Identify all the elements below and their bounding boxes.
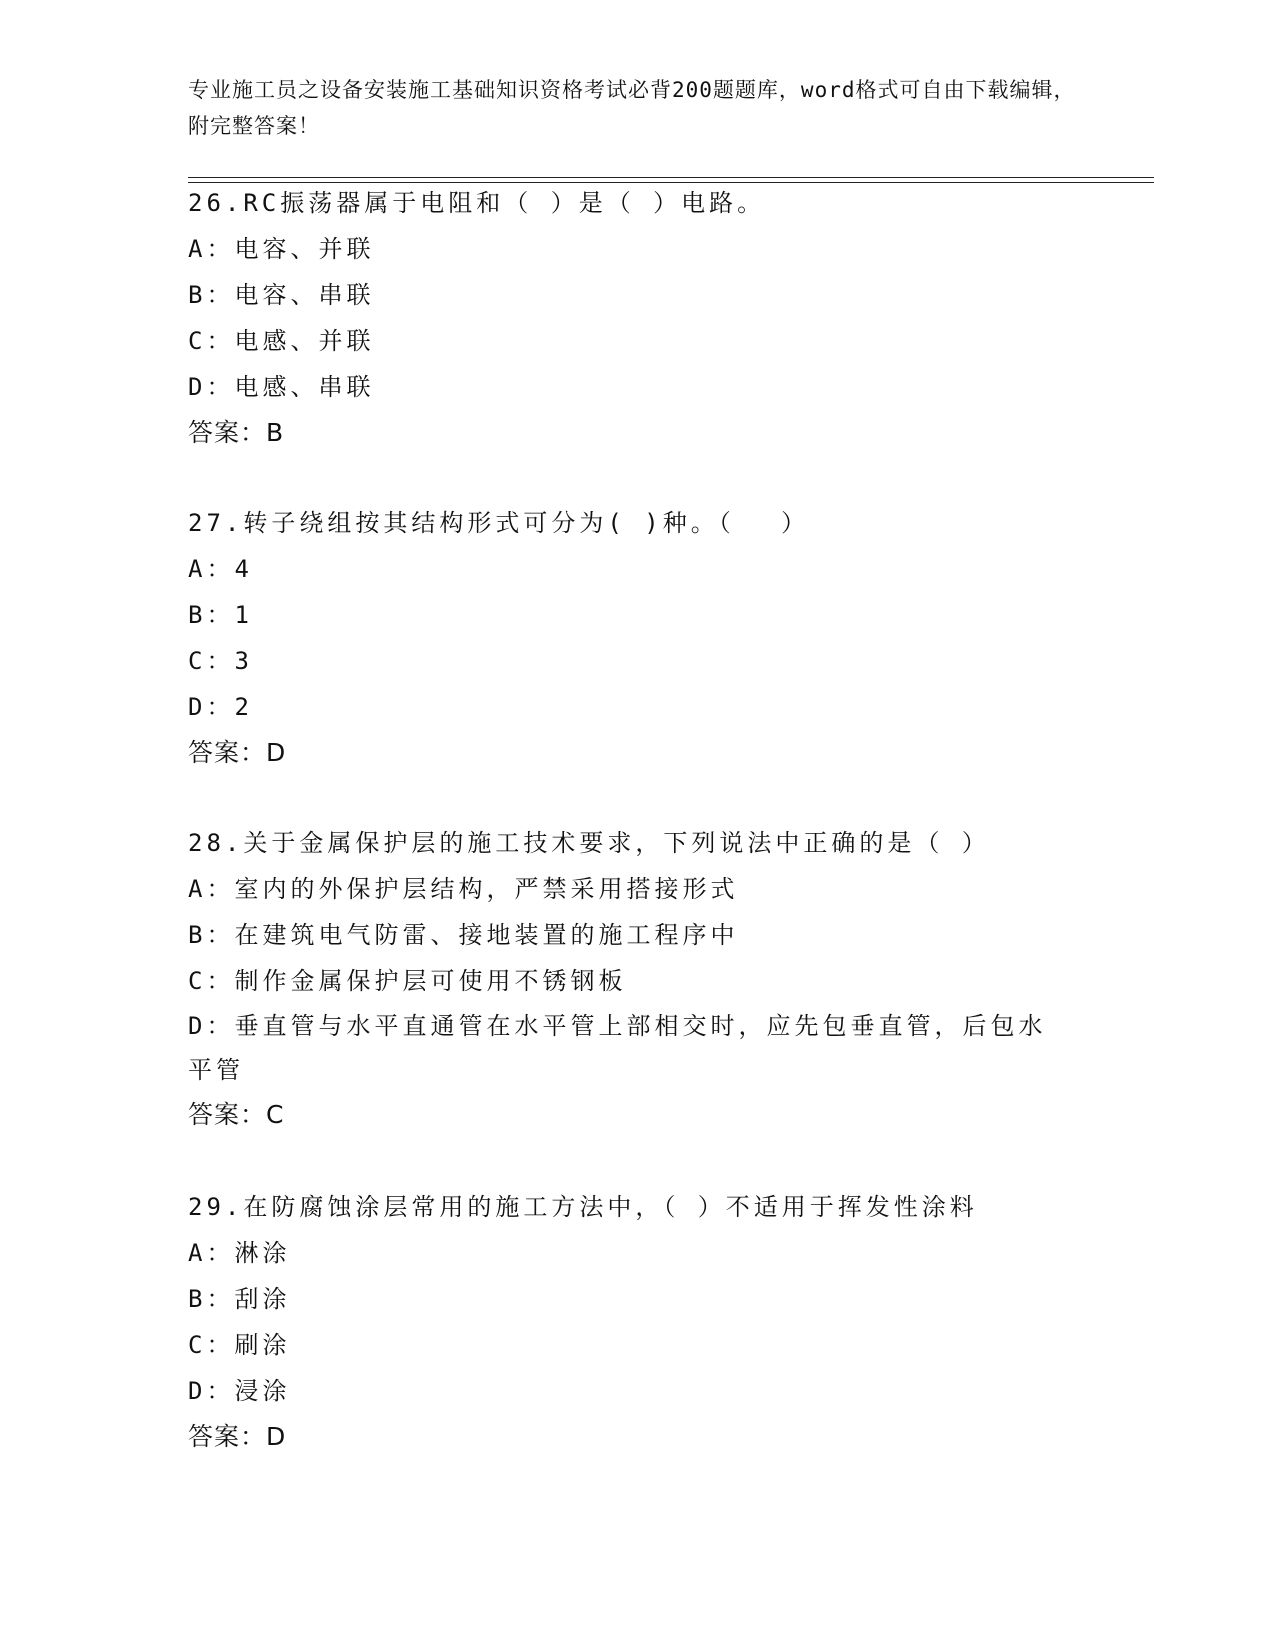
question-stem: 27.转子绕组按其结构形式可分为( )种。（ ） <box>188 509 810 537</box>
answer: 答案：B <box>188 418 285 447</box>
option-d: D：浸涂 <box>188 1377 291 1405</box>
question-26 <box>188 180 1088 456</box>
option-c: C：刷涂 <box>188 1331 291 1359</box>
option-b: B：电容、串联 <box>188 281 375 309</box>
header-divider-top <box>188 177 1154 178</box>
option-b: B：刮涂 <box>188 1285 291 1313</box>
question-stem: 26.RC振荡器属于电阻和（ ）是（ ）电路。 <box>188 189 766 217</box>
option-c: C：电感、并联 <box>188 327 375 355</box>
question-stem: 28.关于金属保护层的施工技术要求，下列说法中正确的是（ ） <box>188 829 990 857</box>
option-a: A：4 <box>188 555 253 583</box>
document-header: 专业施工员之设备安装施工基础知识资格考试必背200题题库，word格式可自由下载编辑，附完整答案！ <box>188 78 1076 138</box>
option-c: C：制作金属保护层可使用不锈钢板 <box>188 967 627 995</box>
option-b: B：在建筑电气防雷、接地装置的施工程序中 <box>188 921 739 949</box>
option-a: A：电容、并联 <box>188 235 375 263</box>
question-29 <box>188 1184 1088 1460</box>
option-d: D：2 <box>188 693 253 721</box>
option-a: A：室内的外保护层结构，严禁采用搭接形式 <box>188 875 739 903</box>
answer: 答案：C <box>188 1100 285 1129</box>
option-b: B：1 <box>188 601 253 629</box>
option-d: D：垂直管与水平直通管在水平管上部相交时，应先包垂直管，后包水平管 <box>188 1012 1047 1084</box>
question-27 <box>188 500 1088 776</box>
question-28 <box>188 820 1088 1138</box>
option-d: D：电感、串联 <box>188 373 375 401</box>
question-stem: 29.在防腐蚀涂层常用的施工方法中，（ ）不适用于挥发性涂料 <box>188 1193 978 1221</box>
answer: 答案：D <box>188 738 287 767</box>
answer: 答案：D <box>188 1422 287 1451</box>
option-a: A：淋涂 <box>188 1239 291 1267</box>
option-c: C：3 <box>188 647 253 675</box>
